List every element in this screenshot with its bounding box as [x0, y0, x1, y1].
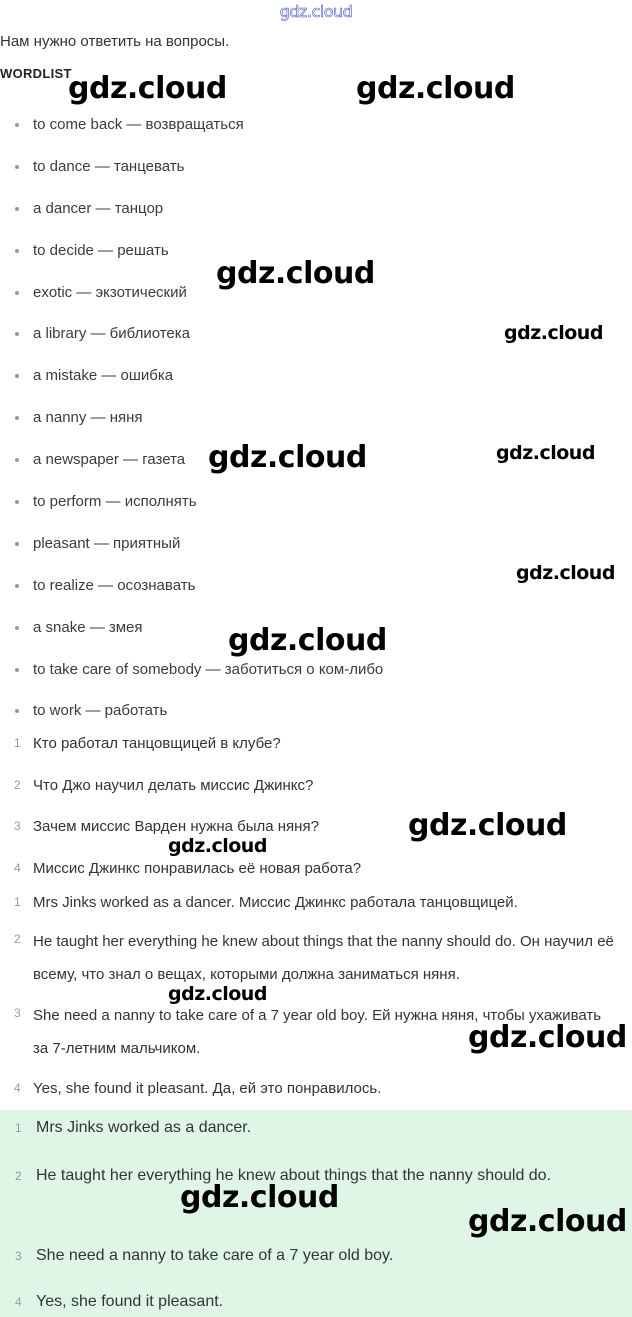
english-answer-item: [0, 1284, 610, 1317]
word-item: [0, 481, 383, 523]
bullet-icon: [15, 416, 19, 420]
answer-number: 3: [14, 1006, 21, 1020]
question-text: Кто работал танцовщицей в клубе?: [33, 735, 281, 752]
bullet-icon: [15, 500, 19, 504]
watermark-logo: gdz.cloud: [468, 1020, 627, 1055]
question-number: 2: [14, 777, 21, 792]
bullet-icon: [15, 165, 19, 169]
answer-number: 1: [14, 895, 21, 909]
question-number: 4: [14, 860, 21, 875]
question-number: 3: [14, 819, 21, 833]
bullet-icon: [15, 332, 19, 336]
answer-text: Yes, she found it pleasant.: [36, 1293, 224, 1310]
watermark-logo: gdz.cloud: [516, 562, 615, 584]
word-text: to work — работать: [33, 702, 168, 720]
word-item: [0, 690, 383, 732]
bullet-icon: [15, 626, 19, 630]
bullet-icon: [15, 458, 19, 462]
english-answer-item: [0, 1113, 610, 1158]
word-text: pleasant — приятный: [33, 534, 181, 552]
answer-item: [0, 1074, 620, 1111]
question-text: Зачем миссис Варден нужна была няня?: [33, 818, 319, 835]
word-item: [0, 188, 383, 230]
answers-list: [0, 888, 620, 1111]
watermark-logo: gdz.cloud: [216, 256, 375, 291]
answer-text: She need a nanny to take care of a 7 year old boy.: [36, 1247, 394, 1264]
watermark-logo: gdz.cloud: [408, 808, 567, 843]
answer-item: [0, 925, 620, 999]
answer-number: 4: [14, 1081, 21, 1095]
word-item: [0, 146, 383, 188]
answer-number: 2: [14, 932, 21, 946]
watermark-logo: gdz.cloud: [168, 983, 267, 1005]
answer-number: 1: [15, 1121, 22, 1135]
answer-item: [0, 888, 620, 925]
word-item: [0, 313, 383, 355]
answer-text: Mrs Jinks worked as a dancer. Миссис Джинкс работала танцовщицей.: [33, 894, 518, 911]
word-text: to dance — танцевать: [33, 157, 185, 175]
word-text: to come back — возвращаться: [33, 116, 244, 133]
watermark-logo: gdz.cloud: [168, 835, 267, 857]
bullet-icon: [15, 542, 19, 546]
answer-text: Mrs Jinks worked as a dancer.: [36, 1119, 252, 1136]
word-item: [0, 523, 383, 565]
answer-number: 3: [15, 1249, 22, 1263]
word-text: a mistake — ошибка: [33, 367, 174, 385]
word-text: to perform — исполнять: [33, 493, 197, 511]
watermark-logo: gdz.cloud: [504, 322, 603, 344]
bullet-icon: [15, 374, 19, 378]
word-item: [0, 104, 383, 146]
word-item: [0, 565, 383, 607]
question-item: [0, 771, 361, 813]
answer-number: 4: [15, 1295, 22, 1309]
watermark-logo: gdz.cloud: [180, 1180, 339, 1215]
question-text: Миссис Джинкс понравилась её новая работа?: [33, 859, 362, 877]
bullet-icon: [15, 249, 19, 253]
watermark-logo: gdz.cloud: [68, 71, 227, 106]
watermark-logo: gdz.cloud: [356, 71, 515, 106]
bullet-icon: [15, 709, 19, 713]
watermark-logo: gdz.cloud: [228, 623, 387, 658]
word-text: a nanny — няня: [33, 409, 143, 427]
word-text: to take care of somebody — заботиться о ком-либо: [33, 660, 384, 678]
answer-text: She need a nanny to take care of a 7 year old boy. Ей нужна няня, чтобы ухаживать за 7-летним мальчиком.: [33, 1007, 602, 1057]
word-item: [0, 355, 383, 397]
watermark-logo: gdz.cloud: [496, 442, 595, 464]
answer-number: 2: [15, 1169, 22, 1183]
question-number: 1: [14, 736, 21, 750]
watermark-logo: gdz.cloud: [468, 1204, 627, 1239]
word-text: to realize — осознавать: [33, 576, 196, 594]
bullet-icon: [15, 668, 19, 672]
word-text: a library — библиотека: [33, 325, 190, 343]
answer-text: Yes, she found it pleasant. Да, ей это понравилось.: [33, 1080, 382, 1097]
wordlist-heading: WORDLIST: [0, 66, 72, 81]
questions-list: [0, 729, 361, 895]
bullet-icon: [15, 207, 19, 211]
intro-text: Нам нужно ответить на вопросы.: [0, 33, 230, 50]
word-text: exotic — экзотический: [33, 283, 187, 301]
bullet-icon: [15, 123, 19, 127]
word-item: [0, 397, 383, 439]
word-text: a newspaper — газета: [33, 451, 186, 469]
watermark-logo: gdz.cloud: [208, 440, 367, 475]
answer-text: He taught her everything he knew about things that the nanny should do. Он научил её всему, что знал о вещах, которыми должна заниматься няня.: [33, 933, 614, 983]
english-answer-item: [0, 1238, 610, 1284]
word-text: a snake — змея: [33, 618, 143, 636]
question-item: [0, 729, 361, 771]
word-text: a dancer — танцор: [33, 199, 164, 217]
bullet-icon: [15, 584, 19, 588]
word-text: to decide — решать: [33, 241, 169, 259]
answer-text: He taught her everything he knew about things that the nanny should do.: [36, 1167, 552, 1184]
top-watermark-logo: gdz.cloud: [279, 2, 353, 21]
bullet-icon: [15, 291, 19, 295]
question-text: Что Джо научил делать миссис Джинкс?: [33, 776, 314, 794]
